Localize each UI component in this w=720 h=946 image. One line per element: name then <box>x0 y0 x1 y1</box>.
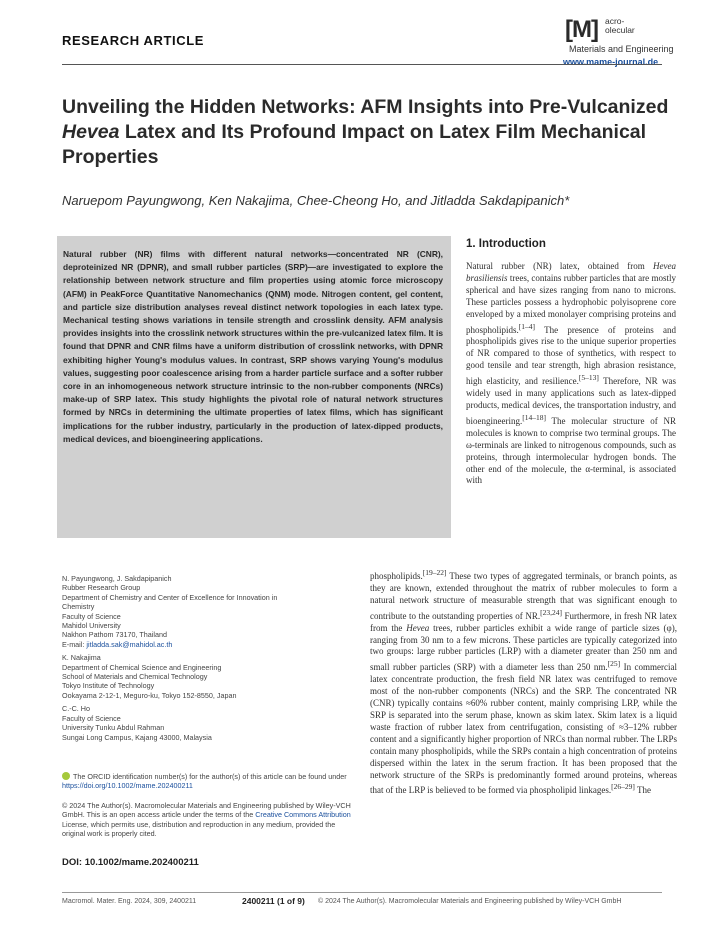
article-type-label: RESEARCH ARTICLE <box>62 33 205 48</box>
affiliation-line: Tokyo Institute of Technology <box>62 681 155 691</box>
page-number: 2400211 (1 of 9) <box>242 896 305 906</box>
logo-text-line2: olecular <box>605 25 635 35</box>
cc-license-link[interactable]: Creative Commons Attribution <box>255 810 351 820</box>
citation-ref[interactable]: [25] <box>607 659 621 669</box>
doi-label: DOI: 10.1002/mame.202400211 <box>62 857 199 868</box>
affiliation-line: Sungai Long Campus, Kajang 43000, Malaysia <box>62 732 212 742</box>
affiliation-line: Ookayama 2-12-1, Meguro-ku, Tokyo 152-8550, Japan <box>62 690 237 700</box>
orcid-note: The ORCID identification number(s) for the author(s) of this article can be found under https://doi.org/10.1002/mame.202400211 <box>62 772 347 791</box>
footer-copyright: © 2024 The Author(s). Macromolecular Materials and Engineering published by Wiley-VCH GmbH <box>318 898 622 905</box>
journal-logo[interactable] <box>565 14 675 60</box>
affiliation-line: C.-C. Ho <box>62 704 90 714</box>
header-divider <box>62 64 662 65</box>
affiliation-line: K. Nakajima <box>62 653 101 663</box>
affiliation-line: Faculty of Science <box>62 713 121 723</box>
affiliation-3 <box>62 704 352 742</box>
affiliation-line: University Tunku Abdul Rahman <box>62 723 165 733</box>
journal-url-link[interactable]: www.mame-journal.de <box>563 57 659 67</box>
affiliation-line: N. Payungwong, J. Sakdapipanich <box>62 574 172 583</box>
affiliation-line: Faculty of Science <box>62 611 121 621</box>
citation-ref[interactable]: [26–29] <box>611 782 635 792</box>
logo-mark: [M] <box>565 16 598 43</box>
affiliation-line: Chemistry <box>62 602 95 612</box>
citation-ref[interactable]: [19–22] <box>422 568 447 577</box>
affiliation-line: Rubber Research Group <box>62 583 141 593</box>
citation-ref[interactable]: [14–18] <box>522 412 546 422</box>
citation-ref[interactable]: [23,24] <box>540 607 562 617</box>
orcid-doi-link[interactable]: https://doi.org/10.1002/mame.202400211 <box>62 781 193 791</box>
logo-text-line1: acro- <box>605 16 625 26</box>
intro-paragraph-1: Natural rubber (NR) latex, obtained from Hevea brasiliensis trees, contains rubber particles that are mostly spherical and have sizes ranging from nano to microns. These particles possess a hydrophobic polyisoprene core enveloped by a mixed monolayer comprising proteins and phospholipids.[1–4] The presence of proteins and phospholipids gives rise to the unique superior properties of NR compared to those of synthetics, with respect to good tensile and tear strength, high abrasion resistance, high elasticity, and resilience.[5–13] Therefore, NR was widely used in many applications such as latex-dipped products, medical devices, the transportation industry, and bioengineering.[14–18] The molecular structure of NR molecules is known to comprise two terminal groups. The ω-terminals are linked to nitrogenous compounds, such as proteins, through intermolecular hydrogen bonds. The other end of the molecule, the α-terminal, is associated with <box>466 261 676 486</box>
affiliation-line: School of Materials and Chemical Technology <box>62 672 208 682</box>
logo-text-line3: Materials and Engineering <box>569 44 674 54</box>
affiliation-1 <box>62 574 352 640</box>
license-note: © 2024 The Author(s). Macromolecular Materials and Engineering published by Wiley-VCH GmbH. This is an open access article under the terms of the Creative Commons Attribution License, which permits use, distribution and reproduction in any medium, provided the original work is properly cited. <box>62 801 351 839</box>
footer-citation: Macromol. Mater. Eng. 2024, 309, 2400211 <box>62 898 197 905</box>
footer-divider <box>62 892 662 893</box>
affiliation-line: Department of Chemical Science and Engineering <box>62 662 222 672</box>
email-link[interactable]: jitladda.sak@mahidol.ac.th <box>86 639 173 649</box>
abstract-box: Natural rubber (NR) films with different natural networks—concentrated NR (CNR), deproteinized NR (DPNR), and small rubber particles (SRP)—are investigated to explore the relationship between network structure and film properties using atomic force microscopy (AFM) in PeakForce Quantitative Nanomechanics (QNM) mode. Nitrogen content, gel content, and particle size distribution analyses reveal distinct network topologies in each latex type. Mechanical testing shows variations in tensile strength and crosslink density. AFM analysis provides insights into the crosslink network structures within the pre-vulcanized latex film. It is found that DPNR and CNR films have a uniform distribution of crosslink networks, with DPNR exhibiting higher Young's modulus values. In contrast, SRP shows varying Young's modulus values, suggesting poor coalescence arising from a harder particle surface and a softer rubber core in an inhomogeneous network structure intrinsic to the non-rubber components (NRCs) make-up of SRP latex. This study highlights the pivotal role of natural network structures formed by NRCs in determining the ultimate properties of latex films, which has significant implications for the rubber industry, particularly in the production of latex-dipped products, medical devices, and bioengineering applications. <box>57 236 451 538</box>
author-list: Naruepom Payungwong, Ken Nakajima, Chee-Cheong Ho, and Jitladda Sakdapipanich* <box>62 193 570 208</box>
affiliations <box>62 574 352 742</box>
affiliation-line: Nakhon Pathom 73170, Thailand <box>62 630 167 640</box>
citation-ref[interactable]: [1–4] <box>518 321 536 331</box>
article-title: Unveiling the Hidden Networks: AFM Insights into Pre-Vulcanized Hevea Latex and Its Profound Impact on Latex Film Mechanical Properties <box>62 96 669 168</box>
intro-paragraph-2: phospholipids.[19–22] These two types of aggregated terminals, or branch points, as they are known, extended throughout the matrix of rubber molecules to form a natural network structure of measurable strength that was significant enough to contribute to the outstanding properties of NR.[23,24] Furthermore, in fresh NR latex from the Hevea trees, rubber particles exhibit a wide range of particle sizes (φ), ranging from 30 nm to a few microns. These particles are typically categorized into two groups: large rubber particles (LRP) with a diameter greater than 250 nm and small rubber particles (SRP) with a diameter less than 250 nm.[25] In commercial latex concentrate production, the fresh field NR latex was centrifuged to remove most of the non-rubber components (NRCs) and the SRP. The concentrated NR (CNR) typically contains ≈60% rubber content, mainly comprising LRP, while the SRP is separated into the serum phase, known as skim latex. Skim latex is a liquid waste fraction of rubber latex from centrifugation, consisting of ≈3–12% rubber content and a significantly higher proportion of NRCs than normal rubber. The LRPs contain many phospholipids, while the SRPs contain a high concentration of proteins dispersed within the latex in the serum fraction. It has been proposed that the network structure of the SRPs is predominantly formed around proteins, whereas that of the LRP is believed to be formed via phospholipid linkages.[26–29] The <box>370 568 678 796</box>
email-line: E-mail: jitladda.sak@mahidol.ac.th <box>62 639 173 649</box>
affiliation-line: Mahidol University <box>62 621 121 631</box>
affiliation-2 <box>62 653 352 700</box>
citation-ref[interactable]: [5–13] <box>578 373 599 383</box>
affiliation-line: Department of Chemistry and Center of Excellence for Innovation in <box>62 592 278 602</box>
orcid-icon <box>62 772 70 780</box>
section-heading-introduction: 1. Introduction <box>466 238 546 250</box>
